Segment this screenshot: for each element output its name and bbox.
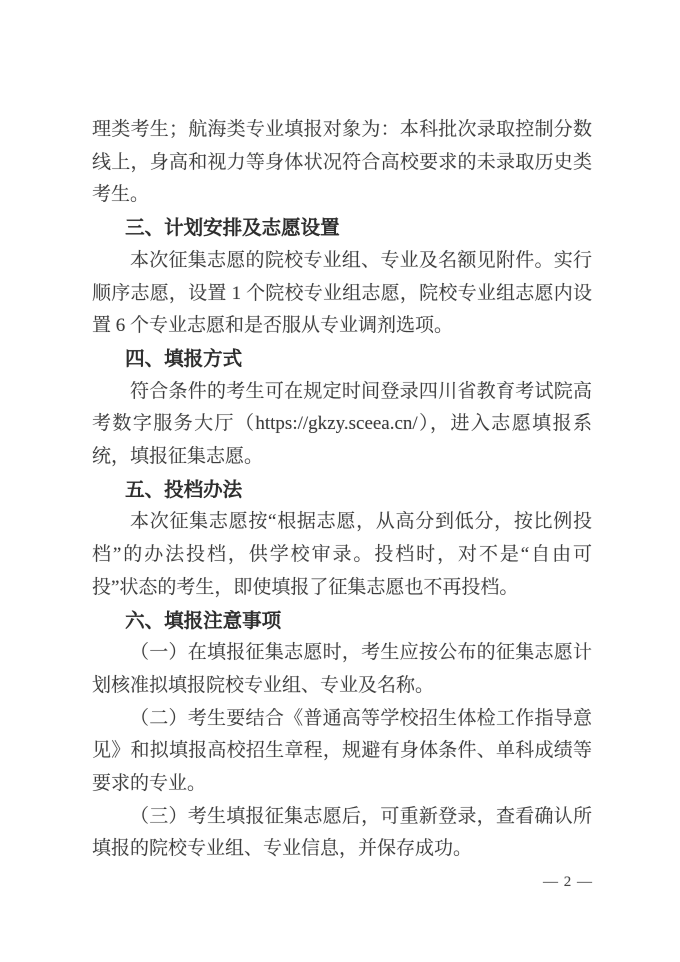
paragraph-archiving-method-details: 本次征集志愿按“根据志愿，从高分到低分，按比例投档”的办法投档，供学校审录。投档时，对不是“自由可投”状态的考生，即使填报了征集志愿也不再投档。 (92, 511, 592, 598)
paragraph-note-1: （一）在填报征集志愿时，考生应按公布的征集志愿计划核准拟填报院校专业组、专业及名称。 (92, 642, 592, 696)
section-heading-archiving-method: 五、投档办法 (125, 478, 243, 501)
section-heading-plan-and-volunteer-setup: 三、计划安排及志愿设置 (125, 217, 340, 240)
paragraph-note-3: （三）考生填报征集志愿后，可重新登录，查看确认所填报的院校专业组、专业信息，并保存成功。 (92, 805, 592, 860)
page-number: — 2 — (543, 874, 593, 890)
section-heading-filling-method: 四、填报方式 (125, 347, 243, 370)
document-body (92, 114, 592, 866)
paragraph-filling-method-details: 符合条件的考生可在规定时间登录四川省教育考试院高考数字服务大厅（https://gkzy.sceea.cn/），进入志愿填报系统，填报征集志愿。 (92, 380, 592, 468)
section-heading-filling-notes: 六、填报注意事项 (125, 609, 282, 632)
paragraph-plan-details: 本次征集志愿的院校专业组、专业及名额见附件。实行顺序志愿，设置 1 个院校专业组志愿，院校专业组志愿内设置 6 个专业志愿和是否服从专业调剂选项。 (92, 249, 592, 337)
continuation-paragraph-eligibility: 理类考生；航海类专业填报对象为：本科批次录取控制分数线上，身高和视力等身体状况符合高校要求的未录取历史类考生。 (92, 119, 592, 206)
paragraph-note-2: （二）考生要结合《普通高等学校招生体检工作指导意见》和拟填报高校招生章程，规避有身体条件、单科成绩等要求的专业。 (92, 707, 592, 795)
